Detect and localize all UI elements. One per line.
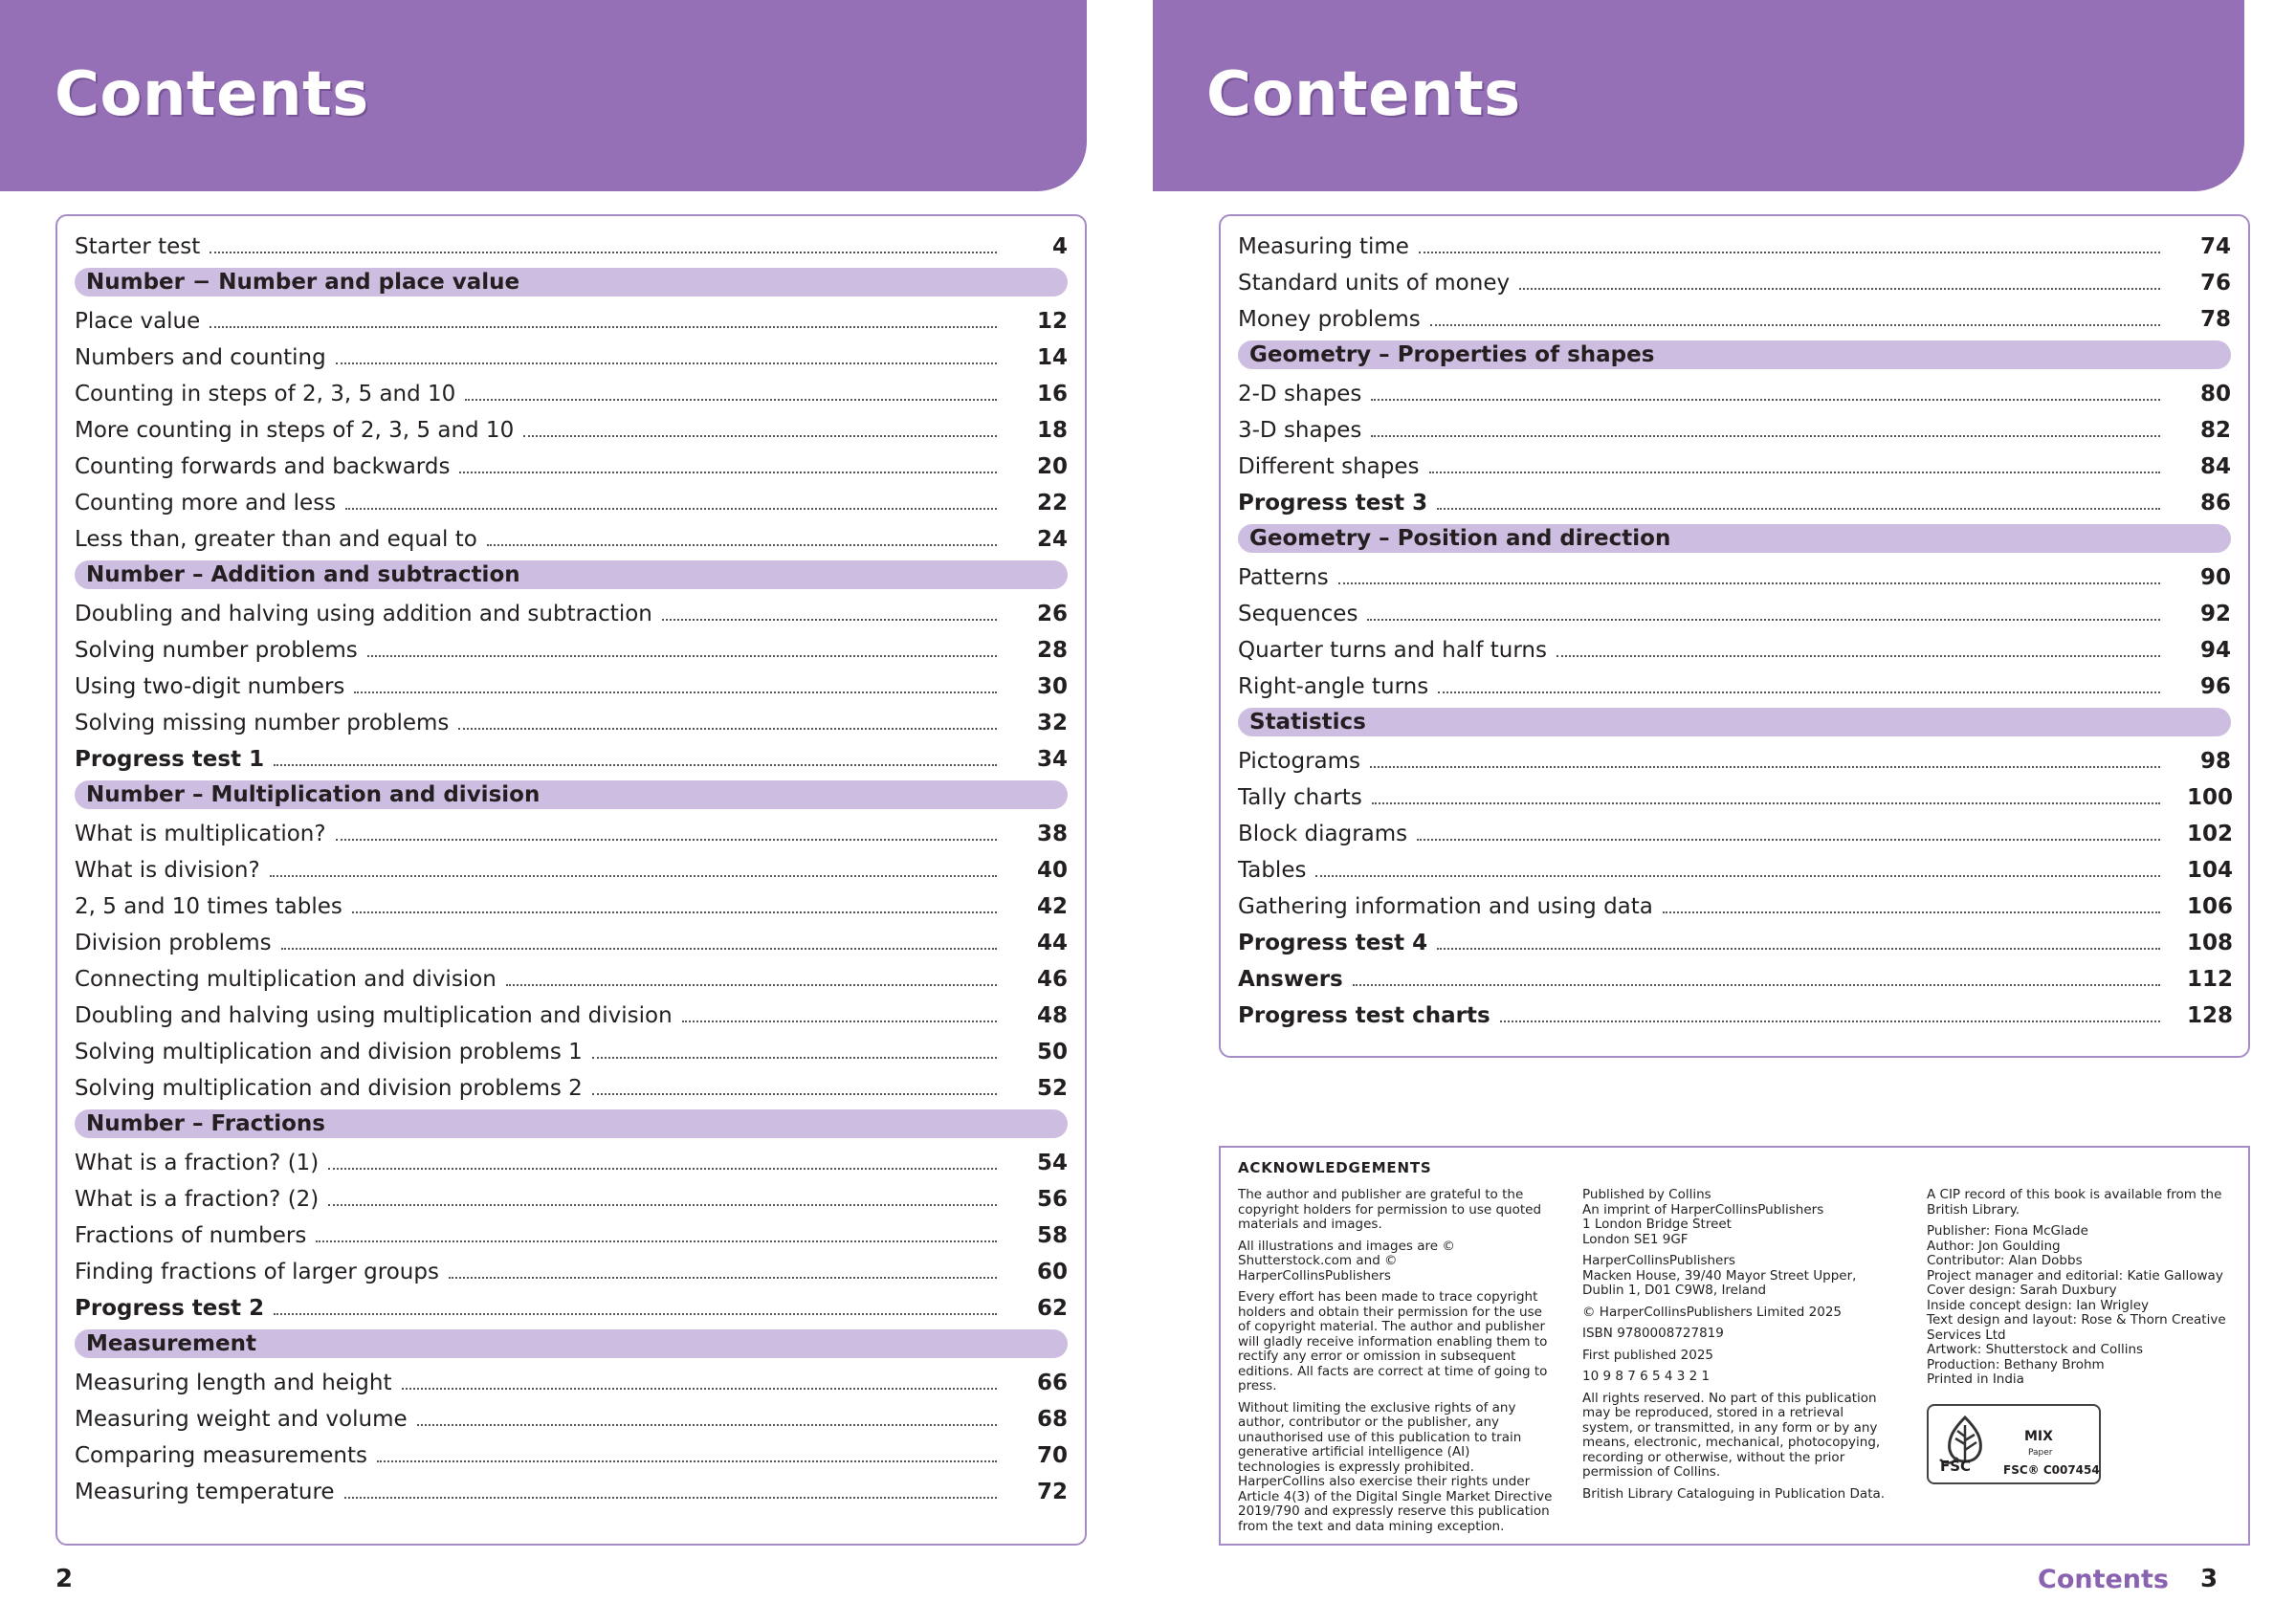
acknowledgement-line: Cover design: Sarah Duxbury [1927, 1283, 2117, 1298]
toc-entry [75, 593, 1068, 629]
toc-entry-title: Solving missing number problems [75, 711, 450, 735]
dot-leader [1371, 434, 2160, 437]
dot-leader [1519, 287, 2160, 290]
dot-leader [682, 1020, 997, 1022]
toc-entry-title: What is a fraction? (2) [75, 1187, 320, 1212]
toc-entry-page: 104 [2187, 858, 2234, 883]
toc-entry-title: Measuring time [1238, 234, 1409, 259]
toc-entry [1238, 740, 2231, 777]
toc-entry-page: 24 [1036, 527, 1068, 552]
toc-entry-title: More counting in steps of 2, 3, 5 and 10 [75, 418, 515, 443]
toc-entry-page: 102 [2187, 822, 2234, 846]
dot-leader [1353, 983, 2160, 986]
contents-list [75, 226, 1068, 1507]
toc-entry-title: Patterns [1238, 565, 1329, 590]
toc-entry-title: Finding fractions of larger groups [75, 1260, 439, 1284]
dot-leader [367, 654, 997, 657]
toc-entry-title: 2-D shapes [1238, 382, 1362, 406]
toc-entry [1238, 922, 2234, 958]
toc-entry [75, 337, 1068, 373]
toc-entry-page: 12 [1036, 309, 1068, 334]
toc-entry-page: 60 [1036, 1260, 1068, 1284]
dot-leader [662, 618, 997, 621]
toc-entry [75, 1398, 1068, 1435]
dot-leader [270, 874, 997, 877]
acknowledgement-paragraph [1927, 1224, 2242, 1388]
toc-entry-title: Progress test 4 [1238, 931, 1428, 955]
toc-entry [1238, 593, 2231, 629]
toc-entry-page: 108 [2187, 931, 2234, 955]
acknowledgement-line: Artwork: Shutterstock and Collins [1927, 1342, 2144, 1357]
toc-entry-title: Doubling and halving using multiplication and division [75, 1003, 673, 1028]
dot-leader [1417, 838, 2160, 841]
acknowledgement-paragraph [1582, 1370, 1898, 1385]
toc-entry [75, 1362, 1068, 1398]
toc-entry-page: 90 [2199, 565, 2231, 590]
acknowledgement-paragraph: Without limiting the exclusive rights of any author, contributor or the publisher, any unauthorised use of this publication to train generative artificial intelligence (AI) technologies is expressly prohibited. HarperCollins also exercise their rights under Article 4(3) of the Digital Single Market Directive 2019/790 and expressly reserve this publication from the text and data mining exception. [1238, 1399, 1553, 1534]
toc-entry [1238, 446, 2231, 482]
toc-entry [75, 300, 1068, 337]
toc-entry-page: 48 [1036, 1003, 1068, 1028]
right-header-banner [1153, 0, 2244, 191]
dot-leader [465, 398, 997, 401]
toc-entry-page: 50 [1036, 1040, 1068, 1064]
toc-entry-title: Solving number problems [75, 638, 358, 663]
toc-entry-title: What is division? [75, 858, 260, 883]
toc-entry-title: Counting more and less [75, 491, 337, 516]
toc-entry-title: Pictograms [1238, 749, 1361, 774]
footer-section-label: Contents [2038, 1565, 2170, 1594]
section-heading: Number – Multiplication and division [75, 780, 1068, 809]
toc-entry-page: 46 [1036, 967, 1068, 992]
dot-leader [506, 983, 997, 986]
toc-entry-page: 14 [1036, 345, 1068, 370]
dot-leader [328, 1203, 997, 1206]
toc-entry-page: 56 [1036, 1187, 1068, 1212]
toc-entry-title: Progress test 2 [75, 1296, 265, 1321]
dot-leader [274, 1312, 997, 1315]
toc-entry-page: 68 [1036, 1407, 1068, 1432]
dot-leader [1500, 1020, 2160, 1022]
acknowledgement-line: 10 9 8 7 6 5 4 3 2 1 [1582, 1369, 1711, 1384]
toc-entry-page: 84 [2199, 454, 2231, 479]
toc-entry [75, 813, 1068, 849]
acknowledgement-line: Inside concept design: Ian Wrigley [1927, 1297, 2149, 1313]
acknowledgement-paragraph [1582, 1349, 1898, 1364]
dot-leader [458, 727, 997, 730]
toc-entry-page: 16 [1036, 382, 1068, 406]
dot-leader [1437, 947, 2160, 950]
section-heading: Number – Addition and subtraction [75, 560, 1068, 589]
toc-entry-page: 52 [1036, 1076, 1068, 1101]
toc-entry-title: Comparing measurements [75, 1443, 368, 1468]
toc-entry [75, 226, 1068, 262]
dot-leader [1663, 911, 2160, 913]
acknowledgement-line: Printed in India [1927, 1372, 2024, 1387]
toc-entry [1238, 409, 2231, 446]
toc-entry-page: 98 [2199, 749, 2231, 774]
acknowledgement-paragraph [1582, 1306, 1898, 1321]
acknowledgement-line: First published 2025 [1582, 1347, 1714, 1363]
toc-entry-title: Tables [1238, 858, 1307, 883]
toc-entry [1238, 886, 2234, 922]
dot-leader [1338, 582, 2160, 584]
toc-entry-title: Standard units of money [1238, 271, 1511, 296]
toc-entry-page: 40 [1036, 858, 1068, 883]
section-heading: Measurement [75, 1329, 1068, 1358]
section-heading: Number − Number and place value [75, 268, 1068, 296]
acknowledgement-line: Production: Bethany Brohm [1927, 1356, 2105, 1372]
dot-leader [1429, 471, 2161, 473]
dot-leader [1430, 323, 2160, 326]
acknowledgement-line: 1 London Bridge Street [1582, 1217, 1732, 1232]
acknowledgement-paragraph [1582, 1487, 1898, 1503]
toc-entry-page: 22 [1036, 491, 1068, 516]
acknowledgements-column-3 [1927, 1188, 2242, 1394]
toc-entry [75, 738, 1068, 775]
acknowledgement-line: Contributor: Alan Dobbs [1927, 1253, 2083, 1268]
dot-leader [336, 362, 997, 364]
toc-entry-page: 32 [1036, 711, 1068, 735]
dot-leader [417, 1423, 997, 1426]
toc-entry-title: Measuring length and height [75, 1371, 392, 1395]
toc-entry-page: 26 [1036, 602, 1068, 626]
toc-entry [75, 1435, 1068, 1471]
dot-leader [449, 1276, 997, 1279]
toc-entry-page: 54 [1036, 1151, 1068, 1175]
toc-entry-page: 66 [1036, 1371, 1068, 1395]
toc-entry-page: 58 [1036, 1223, 1068, 1248]
toc-entry-page: 34 [1036, 747, 1068, 772]
toc-entry [75, 518, 1068, 555]
toc-entry-page: 76 [2199, 271, 2231, 296]
toc-entry-page: 82 [2199, 418, 2231, 443]
dot-leader [352, 911, 997, 913]
toc-entry-page: 80 [2199, 382, 2231, 406]
toc-entry [75, 922, 1068, 958]
toc-entry [75, 702, 1068, 738]
toc-entry [1238, 373, 2231, 409]
dot-leader [354, 691, 997, 693]
acknowledgement-line: © HarperCollinsPublishers Limited 2025 [1582, 1304, 1843, 1320]
fsc-logo [1927, 1404, 2101, 1484]
acknowledgement-paragraph [1582, 1327, 1898, 1342]
toc-entry-title: Using two-digit numbers [75, 674, 345, 699]
acknowledgements-box [1219, 1146, 2250, 1546]
toc-entry [75, 1031, 1068, 1067]
toc-entry-page: 100 [2187, 785, 2234, 810]
toc-entry-title: Progress test charts [1238, 1003, 1490, 1028]
acknowledgement-paragraph: Every effort has been made to trace copyright holders and obtain their permission for the use of copyright material. The author and publisher will gladly receive information enabling them to rectify any error or omission in subsequent editions. All facts are correct at time of going to press. [1238, 1289, 1548, 1394]
toc-entry-title: Different shapes [1238, 454, 1420, 479]
acknowledgement-line: British Library Cataloguing in Publication Data. [1582, 1485, 1886, 1502]
acknowledgement-paragraph: The author and publisher are grateful to the copyright holders for permission to use quoted materials and images. [1238, 1187, 1542, 1232]
dot-leader [316, 1240, 997, 1242]
toc-entry-page: 30 [1036, 674, 1068, 699]
dot-leader [402, 1387, 997, 1390]
toc-entry-page: 44 [1036, 931, 1068, 955]
page-number: 3 [2200, 1565, 2219, 1593]
acknowledgement-line: ISBN 9780008727819 [1582, 1326, 1724, 1341]
page-number: 2 [55, 1565, 74, 1593]
toc-entry-title: Progress test 1 [75, 747, 265, 772]
toc-entry [1238, 226, 2231, 262]
toc-entry-title: Fractions of numbers [75, 1223, 307, 1248]
toc-entry [75, 1471, 1068, 1507]
toc-entry-title: Connecting multiplication and division [75, 967, 497, 992]
toc-entry-title: Doubling and halving using addition and subtraction [75, 602, 652, 626]
toc-entry-title: 2, 5 and 10 times tables [75, 894, 342, 919]
toc-entry-title: 3-D shapes [1238, 418, 1362, 443]
dot-leader [592, 1056, 997, 1059]
toc-entry-title: Answers [1238, 967, 1343, 992]
toc-entry-title: Measuring weight and volume [75, 1407, 408, 1432]
toc-entry-title: Measuring temperature [75, 1480, 335, 1504]
contents-list [1238, 226, 2234, 1031]
toc-entry-title: Counting forwards and backwards [75, 454, 451, 479]
page-title: Contents [1206, 59, 1521, 130]
toc-entry-page: 112 [2187, 967, 2234, 992]
section-heading: Number – Fractions [75, 1109, 1068, 1138]
toc-entry-title: Tally charts [1238, 785, 1362, 810]
dot-leader [1372, 801, 2160, 804]
toc-entry [75, 1142, 1068, 1178]
toc-entry-page: 78 [2199, 307, 2231, 332]
dot-leader [377, 1459, 997, 1462]
acknowledgement-line: London SE1 9GF [1582, 1231, 1689, 1247]
toc-entry-title: Block diagrams [1238, 822, 1408, 846]
toc-entry [1238, 629, 2231, 666]
toc-entry [1238, 298, 2231, 335]
dot-leader [1367, 618, 2160, 621]
toc-entry-page: 4 [1051, 234, 1068, 259]
toc-entry-title: What is a fraction? (1) [75, 1151, 320, 1175]
dot-leader [459, 471, 997, 473]
dot-leader [328, 1167, 997, 1170]
toc-entry-page: 92 [2199, 602, 2231, 626]
toc-entry-page: 74 [2199, 234, 2231, 259]
dot-leader [1437, 507, 2160, 510]
section-heading: Geometry – Properties of shapes [1238, 340, 2231, 369]
toc-entry-title: Starter test [75, 234, 201, 259]
toc-entry [75, 1251, 1068, 1287]
toc-entry-page: 62 [1036, 1296, 1068, 1321]
toc-entry-page: 70 [1036, 1443, 1068, 1468]
acknowledgement-paragraph: All illustrations and images are © Shutterstock.com and © HarperCollinsPublishers [1238, 1238, 1455, 1284]
toc-entry-title: What is multiplication? [75, 822, 326, 846]
toc-entry-title: Sequences [1238, 602, 1358, 626]
dot-leader [592, 1092, 997, 1095]
toc-entry-title: Money problems [1238, 307, 1421, 332]
acknowledgements-column-2 [1582, 1188, 1898, 1508]
toc-entry-page: 96 [2199, 674, 2231, 699]
right-page [1138, 0, 2296, 1624]
dot-leader [487, 543, 997, 546]
page-title: Contents [55, 59, 369, 130]
toc-entry-title: Gathering information and using data [1238, 894, 1653, 919]
toc-entry [75, 1287, 1068, 1324]
toc-entry-title: Counting in steps of 2, 3, 5 and 10 [75, 382, 456, 406]
dot-leader [1556, 654, 2160, 657]
toc-entry-page: 128 [2187, 1003, 2234, 1028]
acknowledgements-column-1 [1238, 1188, 1554, 1541]
toc-entry-page: 106 [2187, 894, 2234, 919]
acknowledgement-line: Text design and layout: Rose & Thorn Creative Services Ltd [1927, 1312, 2226, 1343]
dot-leader [210, 325, 997, 328]
toc-entry [75, 849, 1068, 886]
contents-box [1219, 214, 2250, 1058]
fsc-logo-text: FSC [1940, 1458, 1972, 1475]
dot-leader [1438, 691, 2160, 693]
toc-entry-page: 18 [1036, 418, 1068, 443]
toc-entry-page: 94 [2199, 638, 2231, 663]
toc-entry [1238, 849, 2234, 886]
dot-leader [523, 434, 997, 437]
acknowledgement-line: Project manager and editorial: Katie Galloway [1927, 1267, 2223, 1284]
acknowledgement-line: A CIP record of this book is available from the British Library. [1927, 1187, 2222, 1218]
dot-leader [210, 251, 997, 253]
dot-leader [281, 947, 997, 950]
toc-entry-title: Division problems [75, 931, 272, 955]
toc-entry-title: Solving multiplication and division problems 1 [75, 1040, 583, 1064]
dot-leader [344, 1496, 997, 1499]
dot-leader [1315, 874, 2160, 877]
acknowledgement-line: Publisher: Fiona McGlade [1927, 1223, 2088, 1239]
toc-entry [1238, 813, 2234, 849]
toc-entry-page: 86 [2199, 491, 2231, 516]
dot-leader [1419, 251, 2160, 253]
toc-entry-title: Numbers and counting [75, 345, 326, 370]
toc-entry [1238, 995, 2234, 1031]
toc-entry [75, 373, 1068, 409]
toc-entry [75, 886, 1068, 922]
toc-entry [75, 446, 1068, 482]
toc-entry [75, 995, 1068, 1031]
toc-entry-title: Progress test 3 [1238, 491, 1428, 516]
toc-entry [75, 1178, 1068, 1215]
acknowledgement-line: An imprint of HarperCollinsPublishers [1582, 1201, 1824, 1218]
section-heading: Statistics [1238, 708, 2231, 736]
toc-entry-title: Less than, greater than and equal to [75, 527, 477, 552]
toc-entry [75, 629, 1068, 666]
toc-entry [75, 1215, 1068, 1251]
dot-leader [336, 838, 997, 841]
toc-entry [1238, 557, 2231, 593]
dot-leader [1370, 765, 2160, 768]
dot-leader [274, 763, 997, 766]
acknowledgement-line: HarperCollinsPublishers [1582, 1253, 1735, 1268]
toc-entry-page: 28 [1036, 638, 1068, 663]
toc-entry-title: Place value [75, 309, 201, 334]
toc-entry-page: 38 [1036, 822, 1068, 846]
toc-entry [1238, 958, 2234, 995]
fsc-mix-label: MIX [2024, 1429, 2053, 1444]
dot-leader [345, 507, 997, 510]
left-page [0, 0, 1138, 1624]
acknowledgement-line: Dublin 1, D01 C9W8, Ireland [1582, 1283, 1767, 1298]
acknowledgement-paragraph [1927, 1188, 2242, 1218]
toc-entry [75, 482, 1068, 518]
toc-entry-title: Right-angle turns [1238, 674, 1429, 699]
toc-entry [75, 666, 1068, 702]
toc-entry-page: 20 [1036, 454, 1068, 479]
toc-entry [1238, 262, 2231, 298]
acknowledgement-line: Macken House, 39/40 Mayor Street Upper, [1582, 1267, 1857, 1284]
toc-entry [75, 958, 1068, 995]
dot-leader [1371, 398, 2160, 401]
toc-entry-page: 42 [1036, 894, 1068, 919]
toc-entry [75, 1067, 1068, 1104]
fsc-code: FSC® C007454 [2003, 1463, 2100, 1477]
acknowledgement-line: Published by Collins [1582, 1187, 1711, 1202]
toc-entry [1238, 666, 2231, 702]
acknowledgement-paragraph [1582, 1254, 1898, 1299]
toc-entry-page: 72 [1036, 1480, 1068, 1504]
left-header-banner [0, 0, 1087, 191]
toc-entry-title: Quarter turns and half turns [1238, 638, 1547, 663]
toc-entry [1238, 777, 2234, 813]
section-heading: Geometry – Position and direction [1238, 524, 2231, 553]
contents-box [55, 214, 1087, 1546]
acknowledgements-heading: ACKNOWLEDGEMENTS [1238, 1159, 1432, 1176]
acknowledgement-line: Author: Jon Goulding [1927, 1238, 2061, 1254]
acknowledgement-paragraph [1582, 1392, 1898, 1481]
acknowledgement-paragraph [1582, 1188, 1898, 1247]
acknowledgement-line: All rights reserved. No part of this publication may be reproduced, stored in a retrieval system, or transmitted, in any form or by any means, electronic, mechanical, photocopying, recording or otherwise, without the prior permission of Collins. [1582, 1390, 1881, 1480]
toc-entry-title: Solving multiplication and division problems 2 [75, 1076, 583, 1101]
fsc-paper-label: Paper [2028, 1448, 2053, 1458]
toc-entry [75, 409, 1068, 446]
toc-entry [1238, 482, 2231, 518]
